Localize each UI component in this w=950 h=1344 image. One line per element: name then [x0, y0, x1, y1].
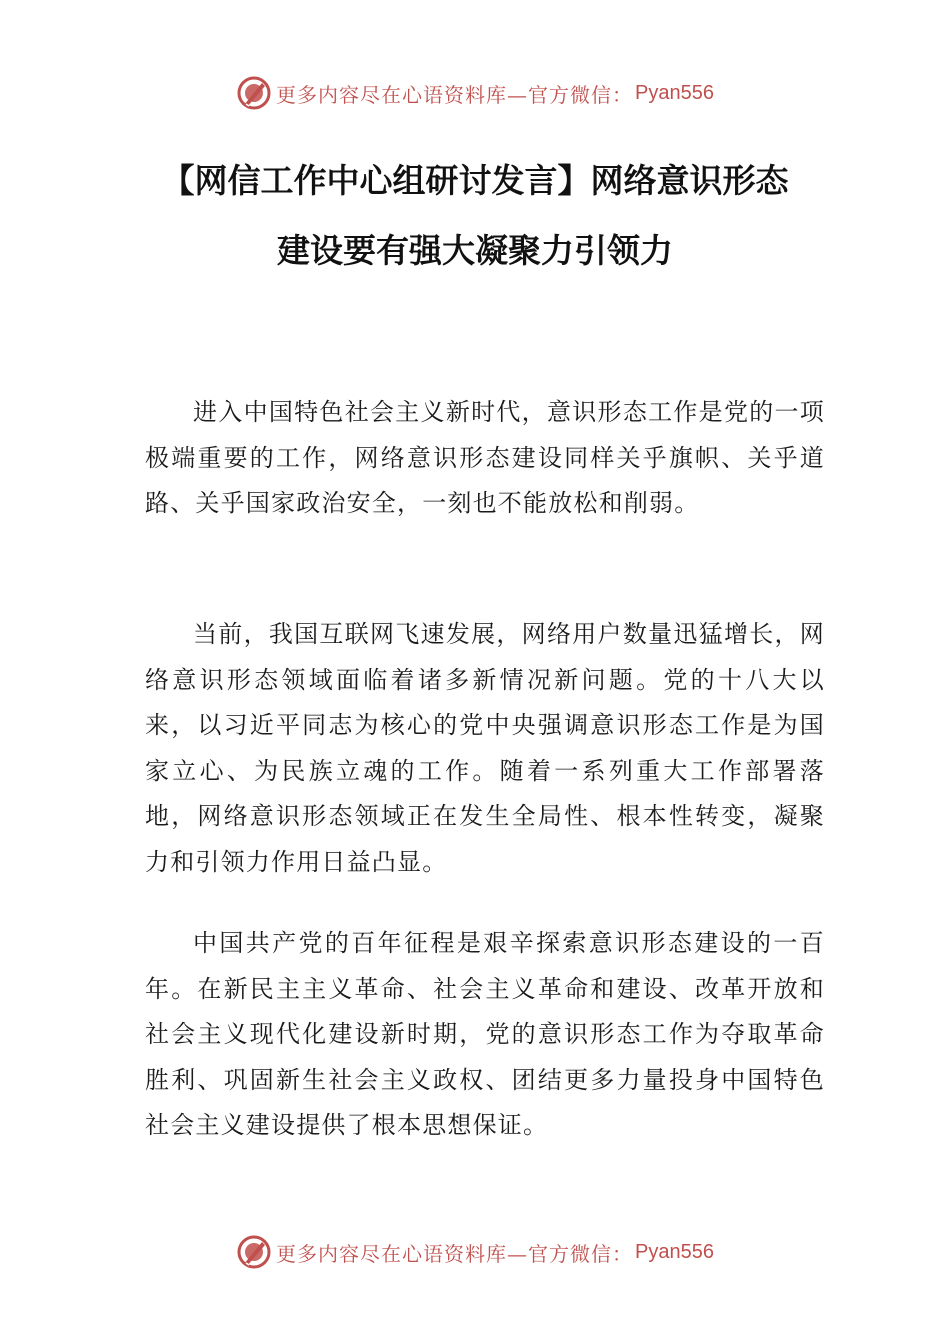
- paragraph-1: 进入中国特色社会主义新时代，意识形态工作是党的一项极端重要的工作，网络意识形态建设同样关乎旗帜、关乎道路、关乎国家政治安全，一刻也不能放松和削弱。: [145, 398, 825, 517]
- document-title-line-1: 【网信工作中心组研讨发言】网络意识形态: [161, 161, 789, 200]
- header-watermark: [0, 73, 950, 113]
- document-title-line-2: 建设要有强大凝聚力引领力: [277, 231, 673, 270]
- footer-watermark: [0, 1232, 950, 1272]
- watermark-wechat-id: Pyan556: [635, 81, 714, 104]
- watermark-text: 更多内容尽在心语资料库—官方微信：: [276, 1241, 634, 1266]
- watermark-text: 更多内容尽在心语资料库—官方微信：: [276, 82, 634, 107]
- watermark-wechat-id: Pyan556: [635, 1240, 714, 1263]
- paragraph-2: 当前，我国互联网飞速发展，网络用户数量迅猛增长，网络意识形态领域面临着诸多新情况新问题。党的十八大以来，以习近平同志为核心的党中央强调意识形态工作是为国家立心、为民族立魂的工作。随着一系列重大工作部署落地，网络意识形态领域正在发生全局性、根本性转变，凝聚力和引领力作用日益凸显。: [145, 620, 825, 876]
- pen-logo-icon: [236, 1234, 272, 1270]
- paragraph-3: 中国共产党的百年征程是艰辛探索意识形态建设的一百年。在新民主主义革命、社会主义革命和建设、改革开放和社会主义现代化建设新时期，党的意识形态工作为夺取革命胜利、巩固新生社会主义政权、团结更多力量投身中国特色社会主义建设提供了根本思想保证。: [145, 929, 825, 1139]
- pen-logo-icon: [236, 75, 272, 111]
